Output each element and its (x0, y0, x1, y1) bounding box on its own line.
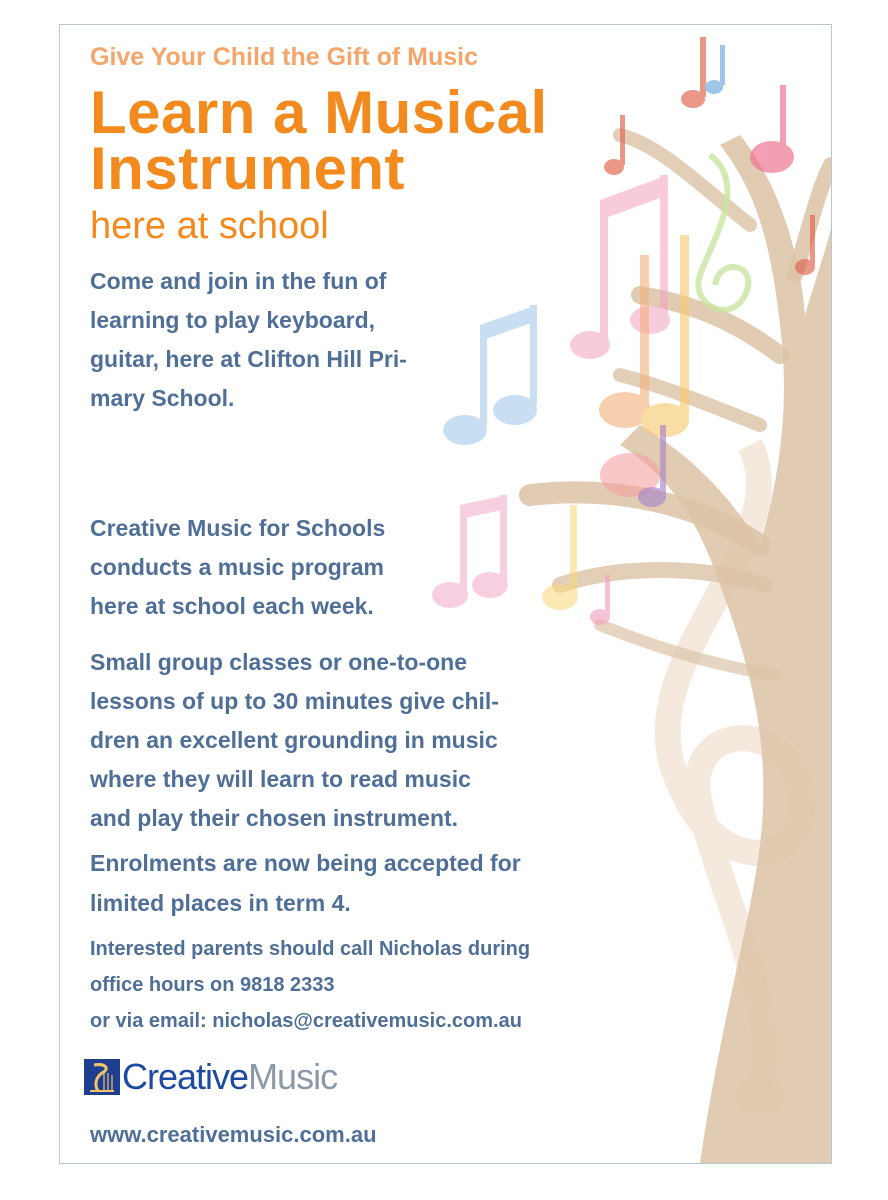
text-line: dren an excellent grounding in music (90, 727, 498, 753)
flyer-page (59, 24, 832, 1164)
text-line: conducts a music program (90, 554, 384, 580)
headline (90, 79, 548, 202)
logo-word-creative: Creative (122, 1056, 249, 1097)
text-line: limited places in term 4. (90, 890, 351, 916)
creative-music-logo (84, 1056, 338, 1097)
contact-paragraph (90, 931, 530, 1039)
text-line: lessons of up to 30 minutes give chil- (90, 688, 499, 714)
intro-paragraph (90, 262, 407, 418)
classes-paragraph (90, 643, 499, 838)
subhead: here at school (90, 205, 329, 247)
text-line: here at school each week. (90, 593, 374, 619)
contact-email-line: or via email: nicholas@creativemusic.com.au (90, 1010, 522, 1032)
text-line: Enrolments are now being accepted for (90, 850, 521, 876)
text-line: office hours on 9818 2333 (90, 974, 335, 996)
headline-line-1: Learn a Musical (90, 79, 548, 146)
text-line: where they will learn to read music (90, 766, 471, 792)
website-url[interactable]: www.creativemusic.com.au (90, 1122, 377, 1147)
text-line: and play their chosen instrument. (90, 805, 459, 831)
text-line: Small group classes or one-to-one (90, 649, 468, 675)
text-line: Creative Music for Schools (90, 515, 386, 541)
text-line: learning to play keyboard, (90, 307, 376, 333)
headline-line-2: Instrument (90, 135, 406, 202)
music-note-icon (570, 175, 670, 359)
logo-lyre-icon (84, 1059, 120, 1095)
text-line: mary School. (90, 385, 235, 411)
tagline: Give Your Child the Gift of Music (90, 43, 478, 71)
logo-word-music: Music (248, 1056, 338, 1097)
text-line: guitar, here at Clifton Hill Pri- (90, 346, 407, 372)
program-paragraph (90, 509, 385, 626)
text-line: Interested parents should call Nicholas during (90, 938, 531, 960)
text-line: Come and join in the fun of (90, 268, 387, 294)
enrolment-paragraph (90, 843, 521, 923)
